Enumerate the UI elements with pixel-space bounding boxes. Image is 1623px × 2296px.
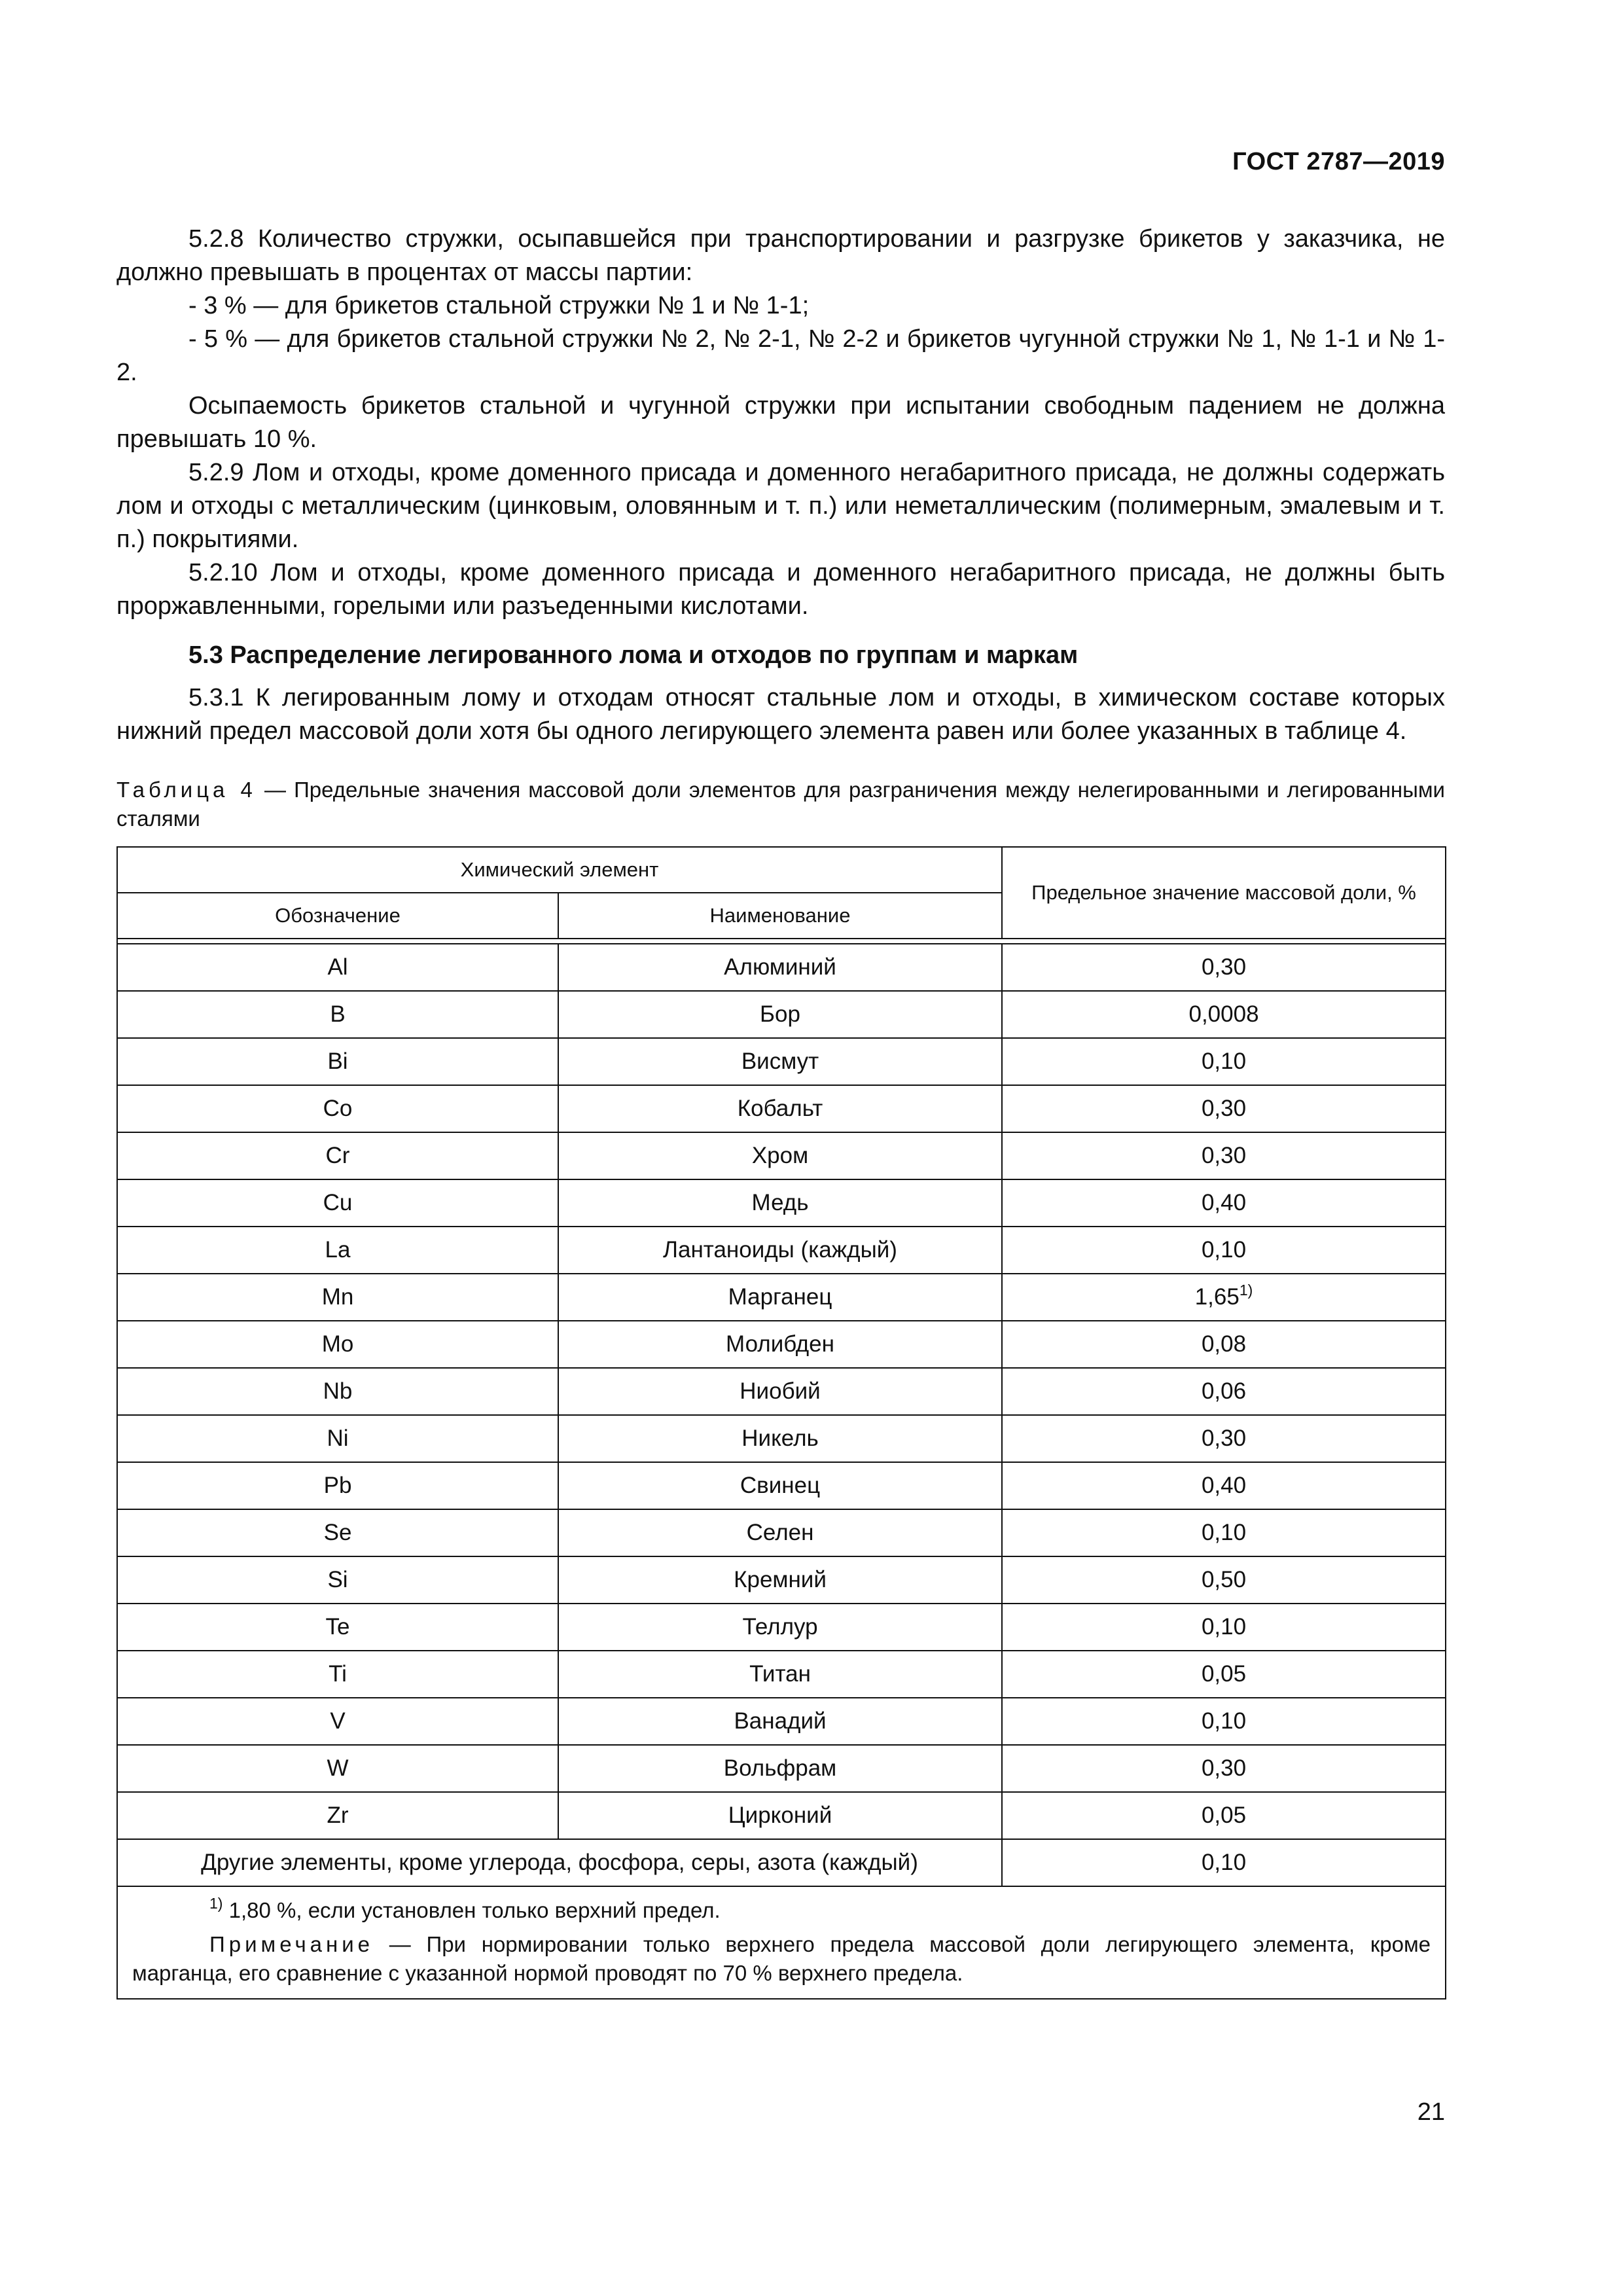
limit-value-text: 0,10 bbox=[1201, 1237, 1247, 1263]
limit-value-text: 0,08 bbox=[1201, 1331, 1247, 1357]
element-symbol: La bbox=[117, 1227, 558, 1274]
element-limit-value bbox=[1002, 1556, 1446, 1604]
table-row bbox=[117, 1321, 1446, 1368]
element-limit-value bbox=[1002, 1698, 1446, 1745]
element-limit-value bbox=[1002, 991, 1446, 1038]
element-limit-value bbox=[1002, 1604, 1446, 1651]
element-name: Бор bbox=[558, 991, 1002, 1038]
element-name: Свинец bbox=[558, 1462, 1002, 1509]
list-item-3-percent: - 3 % — для брикетов стальной стружки № 1 и № 1-1; bbox=[188, 292, 810, 319]
element-limit-value bbox=[1002, 1274, 1446, 1321]
element-limit-value bbox=[1002, 1745, 1446, 1792]
limit-value-text: 0,50 bbox=[1201, 1567, 1247, 1592]
paragraph-5-2-10: 5.2.10 Лом и отходы, кроме доменного присада и доменного негабаритного присада, не должны быть проржавленными, горелыми или разъеденными кислотами. bbox=[116, 559, 1445, 620]
element-limit-value bbox=[1002, 1651, 1446, 1698]
element-limit-value bbox=[1002, 1415, 1446, 1462]
element-limit-value bbox=[1002, 1509, 1446, 1556]
table-row-other-elements bbox=[117, 1839, 1446, 1886]
table-row bbox=[117, 1745, 1446, 1792]
header-chemical-element: Химический элемент bbox=[117, 847, 1002, 893]
element-limit-value bbox=[1002, 1792, 1446, 1839]
element-limit-value bbox=[1002, 1227, 1446, 1274]
table-body bbox=[117, 939, 1446, 1839]
table-notes-row bbox=[117, 1886, 1446, 1999]
element-symbol: Nb bbox=[117, 1368, 558, 1415]
limit-value-text: 0,30 bbox=[1201, 1755, 1247, 1781]
limit-value-text: 0,05 bbox=[1201, 1661, 1247, 1687]
table-note bbox=[132, 1930, 1431, 1988]
element-name: Марганец bbox=[558, 1274, 1002, 1321]
element-symbol: Mn bbox=[117, 1274, 558, 1321]
paragraph-5-2-8: 5.2.8 Количество стружки, осыпавшейся при транспортировании и разгрузке брикетов у заказчика, не должно превышать в процентах от массы партии: bbox=[116, 225, 1445, 286]
element-name: Кремний bbox=[558, 1556, 1002, 1604]
element-symbol: Cu bbox=[117, 1179, 558, 1227]
table-row bbox=[117, 1415, 1446, 1462]
limit-value-text: 0,10 bbox=[1201, 1049, 1247, 1074]
section-heading-5-3: 5.3 Распределение легированного лома и отходов по группам и маркам bbox=[188, 641, 1079, 669]
element-name: Теллур bbox=[558, 1604, 1002, 1651]
element-symbol: V bbox=[117, 1698, 558, 1745]
element-symbol: Se bbox=[117, 1509, 558, 1556]
table-row bbox=[117, 1179, 1446, 1227]
paragraph-shedding: Осыпаемость брикетов стальной и чугунной стружки при испытании свободным падением не должна превышать 10 %. bbox=[116, 392, 1445, 453]
element-symbol: Mo bbox=[117, 1321, 558, 1368]
element-name: Никель bbox=[558, 1415, 1002, 1462]
limit-value-text: 0,30 bbox=[1201, 954, 1247, 980]
table-row bbox=[117, 1132, 1446, 1179]
other-elements-label: Другие элементы, кроме углерода, фосфора, серы, азота (каждый) bbox=[117, 1839, 1002, 1886]
table-row bbox=[117, 1085, 1446, 1132]
limit-value-text: 0,10 bbox=[1201, 1708, 1247, 1734]
limit-value-text: 1,65 bbox=[1194, 1284, 1240, 1310]
element-limit-value bbox=[1002, 1132, 1446, 1179]
element-name: Медь bbox=[558, 1179, 1002, 1227]
element-symbol: Co bbox=[117, 1085, 558, 1132]
table-tail bbox=[117, 1839, 1446, 1999]
element-symbol: Zr bbox=[117, 1792, 558, 1839]
element-name: Висмут bbox=[558, 1038, 1002, 1085]
paragraph-5-2-9: 5.2.9 Лом и отходы, кроме доменного присада и доменного негабаритного присада, не должны содержать лом и отходы с металлическим (цинковым, оловянным и т. п.) или неметаллическим (полимерным, эмалевым и т. п.) покрытиями. bbox=[116, 459, 1445, 553]
table-row bbox=[117, 1604, 1446, 1651]
header-symbol: Обозначение bbox=[117, 893, 558, 939]
element-symbol: Cr bbox=[117, 1132, 558, 1179]
page-number: 21 bbox=[1417, 2098, 1445, 2126]
element-limit-value bbox=[1002, 1179, 1446, 1227]
paragraph-5-3-1: 5.3.1 К легированным лому и отходам относят стальные лом и отходы, в химическом составе которых нижний предел массовой доли хотя бы одного легирующего элемента равен или более указанных в таблице 4. bbox=[116, 684, 1445, 745]
table-row bbox=[117, 1792, 1446, 1839]
element-name: Молибден bbox=[558, 1321, 1002, 1368]
note-text: — При нормировании только верхнего предела массовой доли легирующего элемента, кроме марганца, его сравнение с указанной нормой проводят по 70 % верхнего предела. bbox=[132, 1932, 1431, 1985]
table-row bbox=[117, 1368, 1446, 1415]
element-symbol: Pb bbox=[117, 1462, 558, 1509]
limit-value-text: 0,10 bbox=[1201, 1614, 1247, 1640]
note-label: Примечание bbox=[209, 1932, 374, 1956]
page-content bbox=[116, 223, 1445, 2000]
limit-value-text: 0,10 bbox=[1201, 1520, 1247, 1545]
table-row bbox=[117, 1509, 1446, 1556]
limit-value-text: 0,05 bbox=[1201, 1803, 1247, 1828]
element-symbol: Al bbox=[117, 944, 558, 991]
footnote-text: 1,80 %, если установлен только верхний предел. bbox=[223, 1898, 721, 1922]
table-header-row-1 bbox=[117, 847, 1446, 893]
limit-value-text: 0,30 bbox=[1201, 1143, 1247, 1168]
table-row bbox=[117, 1227, 1446, 1274]
header-gap bbox=[117, 939, 1446, 944]
other-elements-value: 0,10 bbox=[1002, 1839, 1446, 1886]
table-row bbox=[117, 1651, 1446, 1698]
table-4-caption bbox=[116, 776, 1445, 833]
table-row bbox=[117, 1462, 1446, 1509]
element-name: Цирконий bbox=[558, 1792, 1002, 1839]
footnote-reference: 1) bbox=[1239, 1282, 1253, 1299]
table-row bbox=[117, 991, 1446, 1038]
element-name: Лантаноиды (каждый) bbox=[558, 1227, 1002, 1274]
element-limit-value bbox=[1002, 1085, 1446, 1132]
header-name: Наименование bbox=[558, 893, 1002, 939]
limit-value-text: 0,40 bbox=[1201, 1190, 1247, 1215]
element-name: Титан bbox=[558, 1651, 1002, 1698]
limit-value-text: 0,06 bbox=[1201, 1378, 1247, 1404]
element-limit-value bbox=[1002, 1462, 1446, 1509]
element-symbol: Ti bbox=[117, 1651, 558, 1698]
table-row bbox=[117, 1274, 1446, 1321]
document-code: ГОСТ 2787—2019 bbox=[1232, 148, 1445, 175]
table-4-title: — Предельные значения массовой доли элементов для разграничения между нелегированными и легированными сталями bbox=[116, 778, 1445, 831]
element-name: Хром bbox=[558, 1132, 1002, 1179]
list-item-5-percent: - 5 % — для брикетов стальной стружки № 2, № 2-1, № 2-2 и брикетов чугунной стружки № 1, № 1-1 и № 1-2. bbox=[116, 325, 1445, 386]
footnote bbox=[132, 1896, 1431, 1925]
element-limit-value bbox=[1002, 944, 1446, 991]
element-name: Алюминий bbox=[558, 944, 1002, 991]
element-symbol: Si bbox=[117, 1556, 558, 1604]
element-name: Селен bbox=[558, 1509, 1002, 1556]
limit-value-text: 0,0008 bbox=[1188, 1001, 1259, 1027]
element-symbol: B bbox=[117, 991, 558, 1038]
element-limit-value bbox=[1002, 1321, 1446, 1368]
limit-value-text: 0,30 bbox=[1201, 1096, 1247, 1121]
table-4-label: Таблица 4 bbox=[116, 778, 257, 802]
element-limit-value bbox=[1002, 1038, 1446, 1085]
element-name: Вольфрам bbox=[558, 1745, 1002, 1792]
element-name: Кобальт bbox=[558, 1085, 1002, 1132]
element-name: Ванадий bbox=[558, 1698, 1002, 1745]
limit-value-text: 0,40 bbox=[1201, 1473, 1247, 1498]
table-row bbox=[117, 944, 1446, 991]
table-row bbox=[117, 1556, 1446, 1604]
element-symbol: Ni bbox=[117, 1415, 558, 1462]
table-row bbox=[117, 1698, 1446, 1745]
element-name: Ниобий bbox=[558, 1368, 1002, 1415]
element-limit-value bbox=[1002, 1368, 1446, 1415]
limit-value-text: 0,30 bbox=[1201, 1426, 1247, 1451]
element-symbol: W bbox=[117, 1745, 558, 1792]
table-4 bbox=[116, 846, 1446, 2000]
element-symbol: Te bbox=[117, 1604, 558, 1651]
table-row bbox=[117, 1038, 1446, 1085]
element-symbol: Bi bbox=[117, 1038, 558, 1085]
header-limit-value: Предельное значение массовой доли, % bbox=[1002, 847, 1446, 939]
footnote-mark: 1) bbox=[209, 1895, 223, 1912]
table-notes bbox=[117, 1886, 1446, 1999]
